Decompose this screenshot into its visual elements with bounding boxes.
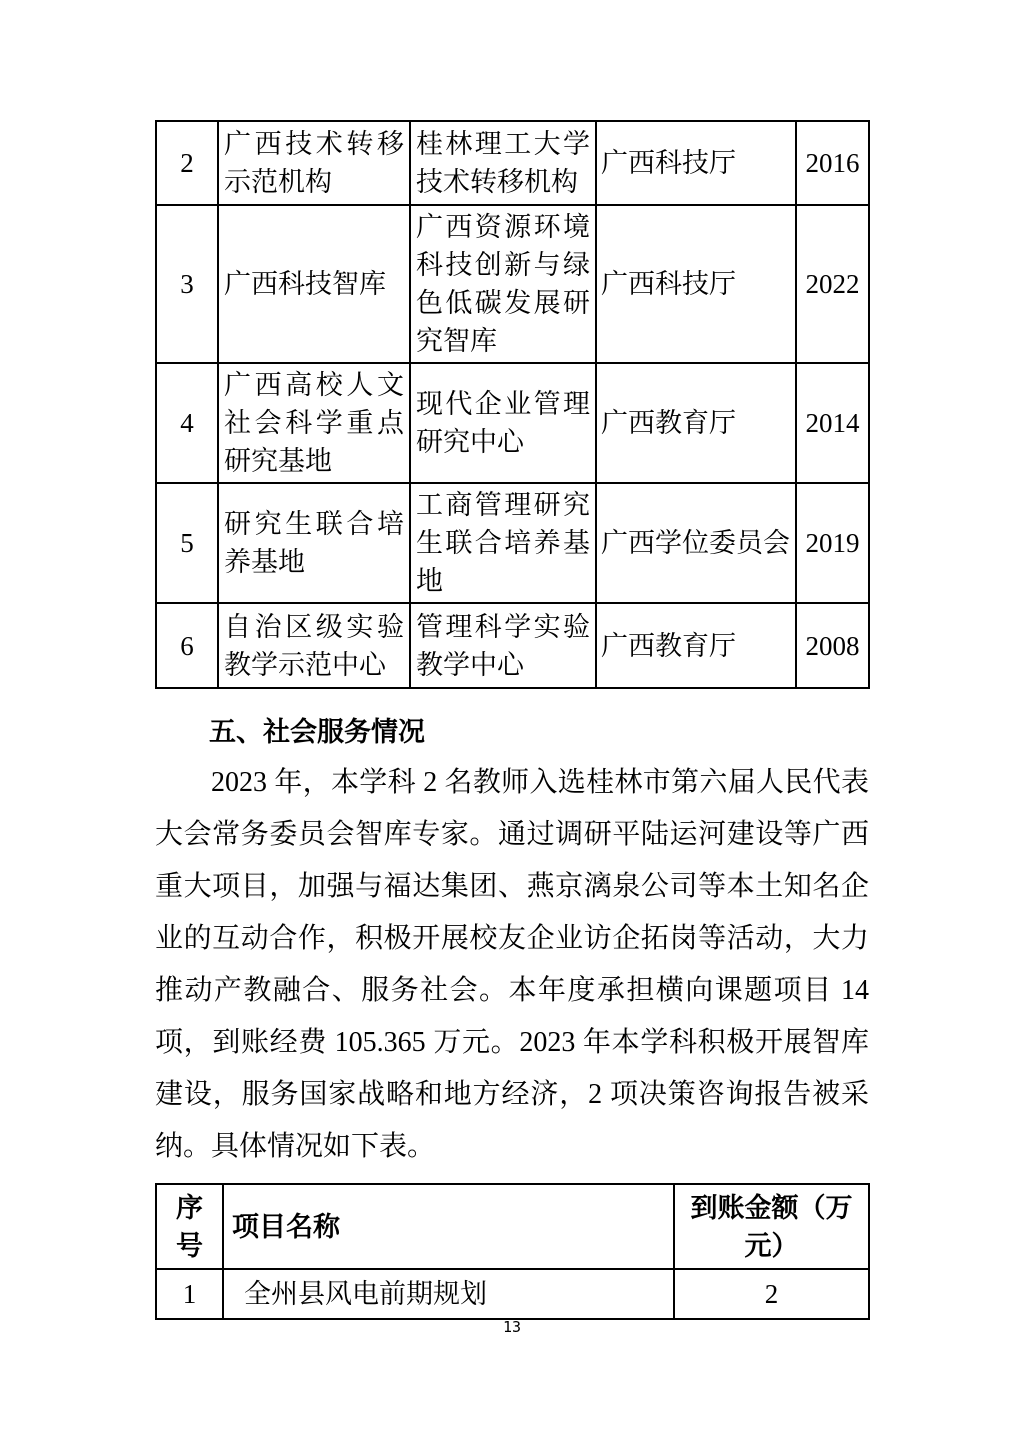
col-header-amount: 到账金额（万元） [674, 1184, 869, 1269]
platform-base-name: 研究生联合培养基地 [218, 483, 410, 603]
section-heading: 五、社会服务情况 [209, 717, 425, 747]
platform-row-number: 6 [156, 603, 218, 688]
platform-approver: 广西科技厅 [596, 205, 796, 363]
platform-base-name: 广西技术转移示范机构 [218, 121, 410, 205]
platform-approver: 广西教育厅 [596, 603, 796, 688]
platform-name: 广西资源环境科技创新与绿色低碳发展研究智库 [410, 205, 596, 363]
table-header-row [156, 1184, 869, 1269]
platform-row-number: 2 [156, 121, 218, 205]
platform-approver: 广西教育厅 [596, 363, 796, 483]
table-row [156, 1269, 869, 1319]
page-number: 13 [502, 1318, 522, 1336]
platform-approver: 广西科技厅 [596, 121, 796, 205]
projects-table [155, 1183, 870, 1320]
platform-approver: 广西学位委员会 [596, 483, 796, 603]
table-row [156, 121, 869, 205]
body-paragraph: 2023 年，本学科 2 名教师入选桂林市第六届人民代表大会常务委员会智库专家。通过调研平陆运河建设等广西重大项目，加强与福达集团、燕京漓泉公司等本土知名企业的互动合作，积极开展校友企业访企拓岗等活动，大力推动产教融合、服务社会。本年度承担横向课题项目 14 项，到账经费 105.365 万元。2023 年本学科积极开展智库建设，服务国家战略和地方经济，2 项决策咨询报告被采纳。具体情况如下表。 [155, 767, 869, 1162]
platform-year: 2014 [796, 363, 869, 483]
platform-row-number: 4 [156, 363, 218, 483]
table-row [156, 603, 869, 688]
platform-name: 现代企业管理研究中心 [410, 363, 596, 483]
col-header-no-label: 序号 [176, 1192, 203, 1261]
col-header-project-name: 项目名称 [223, 1184, 674, 1269]
table-row [156, 483, 869, 603]
platform-year: 2008 [796, 603, 869, 688]
platform-name: 桂林理工大学技术转移机构 [410, 121, 596, 205]
platform-base-name: 广西高校人文社会科学重点研究基地 [218, 363, 410, 483]
platform-base-name: 自治区级实验教学示范中心 [218, 603, 410, 688]
col-header-no [156, 1184, 223, 1269]
platform-year: 2019 [796, 483, 869, 603]
table-row [156, 363, 869, 483]
project-amount: 2 [674, 1269, 869, 1319]
platform-year: 2022 [796, 205, 869, 363]
platform-name: 工商管理研究生联合培养基地 [410, 483, 596, 603]
project-name: 全州县风电前期规划 [223, 1269, 674, 1319]
project-row-number: 1 [156, 1269, 223, 1319]
platform-base-name: 广西科技智库 [218, 205, 410, 363]
table-row [156, 205, 869, 363]
platforms-table [155, 120, 870, 689]
platform-row-number: 5 [156, 483, 218, 603]
page-content [155, 120, 869, 1320]
platform-year: 2016 [796, 121, 869, 205]
platform-name: 管理科学实验教学中心 [410, 603, 596, 688]
platform-row-number: 3 [156, 205, 218, 363]
